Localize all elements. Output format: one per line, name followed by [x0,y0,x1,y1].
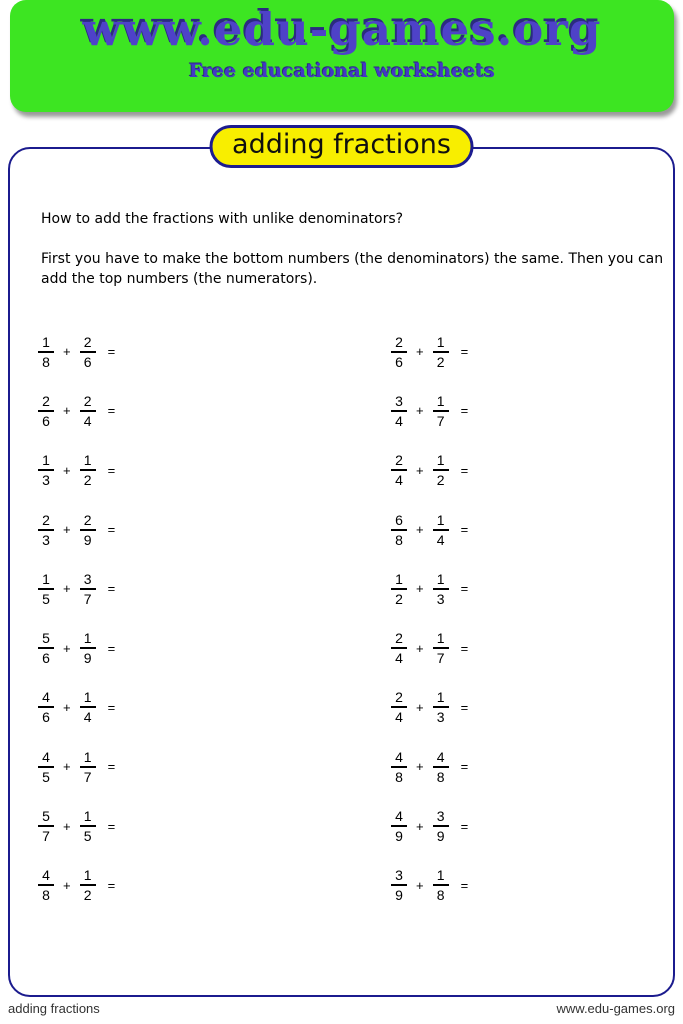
fraction-numerator: 2 [395,333,403,350]
instructions-body: First you have to make the bottom numbers (the denominators) the same. Then you can add the top numbers (the numerators). [41,251,664,287]
fraction-first [37,750,55,784]
equals-sign: = [107,640,116,656]
fraction-bar [433,529,449,531]
problems-column-right [390,322,468,915]
fraction-bar [38,469,54,471]
fraction-problem-row [390,381,468,440]
fraction-denominator: 8 [436,768,445,785]
fraction-first [37,690,55,724]
fraction-bar [391,706,407,708]
fraction-denominator: 9 [395,887,403,904]
fraction-second [432,631,450,665]
site-title: www.edu-games.org [82,3,602,56]
fraction-numerator: 1 [436,452,445,469]
plus-sign: + [416,877,424,893]
plus-sign: + [63,699,71,715]
fraction-problem-row [390,796,468,855]
fraction-second [79,572,97,606]
plus-sign: + [63,818,71,834]
fraction-problem-row [37,618,115,677]
fraction-bar [391,351,407,353]
plus-sign: + [416,344,424,360]
fraction-numerator: 1 [83,748,92,765]
fraction-numerator: 1 [436,630,445,647]
plus-sign: + [416,759,424,775]
fraction-denominator: 6 [395,353,403,370]
fraction-second [432,868,450,902]
fraction-numerator: 5 [42,630,50,647]
equals-sign: = [460,640,469,656]
equals-sign: = [460,403,469,419]
equals-sign: = [107,462,116,478]
equals-sign: = [107,522,116,538]
fraction-denominator: 4 [395,472,403,489]
equals-sign: = [460,877,469,893]
equals-sign: = [107,403,116,419]
fraction-bar [391,647,407,649]
fraction-second [432,394,450,428]
fraction-second [432,335,450,369]
fraction-bar [80,647,96,649]
fraction-numerator: 2 [395,689,403,706]
fraction-denominator: 6 [42,709,50,726]
fraction-numerator: 1 [83,630,92,647]
fraction-numerator: 2 [83,333,92,350]
fraction-second [79,394,97,428]
fraction-problem-row [390,441,468,500]
fraction-denominator: 8 [42,887,50,904]
fraction-problem-row [37,678,115,737]
fraction-bar [38,706,54,708]
fraction-bar [391,825,407,827]
fraction-bar [433,588,449,590]
fraction-denominator: 9 [83,650,92,667]
fraction-denominator: 2 [83,887,92,904]
fraction-problem-row [390,618,468,677]
fraction-problem-row [37,856,115,915]
fraction-bar [433,351,449,353]
fraction-numerator: 2 [42,511,50,528]
fraction-denominator: 7 [83,590,92,607]
fraction-denominator: 7 [436,412,445,429]
fraction-numerator: 1 [83,808,92,825]
fraction-bar [80,825,96,827]
fraction-numerator: 3 [395,867,403,884]
fraction-first [390,453,408,487]
fraction-bar [391,469,407,471]
equals-sign: = [460,759,469,775]
fraction-bar [38,884,54,886]
fraction-second [79,690,97,724]
equals-sign: = [107,877,116,893]
fraction-denominator: 9 [83,531,92,548]
fraction-first [37,453,55,487]
fraction-bar [38,588,54,590]
fraction-numerator: 1 [42,333,50,350]
equals-sign: = [107,344,116,360]
fraction-numerator: 2 [42,392,50,409]
fraction-second [432,572,450,606]
fraction-bar [433,410,449,412]
plus-sign: + [63,344,71,360]
fraction-first [37,868,55,902]
site-banner [10,0,674,112]
fraction-numerator: 1 [83,867,92,884]
fraction-bar [433,647,449,649]
fraction-second [432,513,450,547]
site-tagline: Free educational worksheets [188,60,495,82]
fraction-bar [433,766,449,768]
fraction-bar [38,529,54,531]
fraction-numerator: 5 [42,808,50,825]
equals-sign: = [460,581,469,597]
fraction-numerator: 4 [436,748,445,765]
plus-sign: + [416,581,424,597]
fraction-bar [38,647,54,649]
fraction-problem-row [37,737,115,796]
fraction-problem-row [37,500,115,559]
fraction-denominator: 4 [395,412,403,429]
fraction-bar [391,529,407,531]
plus-sign: + [416,462,424,478]
fraction-second [79,809,97,843]
equals-sign: = [460,344,469,360]
fraction-denominator: 7 [83,768,92,785]
equals-sign: = [107,699,116,715]
fraction-denominator: 6 [42,650,50,667]
fraction-denominator: 5 [83,828,92,845]
plus-sign: + [416,818,424,834]
fraction-denominator: 5 [42,590,50,607]
fraction-second [79,750,97,784]
plus-sign: + [63,877,71,893]
fraction-numerator: 1 [436,689,445,706]
fraction-bar [391,766,407,768]
fraction-bar [80,588,96,590]
plus-sign: + [416,522,424,538]
fraction-bar [433,706,449,708]
fraction-numerator: 4 [42,748,50,765]
fraction-denominator: 2 [436,472,445,489]
fraction-bar [80,410,96,412]
equals-sign: = [107,581,116,597]
fraction-numerator: 1 [436,570,445,587]
plus-sign: + [63,581,71,597]
fraction-bar [80,469,96,471]
fraction-numerator: 2 [83,392,92,409]
fraction-numerator: 1 [436,392,445,409]
fraction-numerator: 4 [395,808,403,825]
plus-sign: + [63,462,71,478]
fraction-denominator: 6 [83,353,92,370]
fraction-bar [80,766,96,768]
fraction-bar [80,351,96,353]
fraction-denominator: 3 [42,531,50,548]
fraction-denominator: 9 [395,828,403,845]
fraction-second [79,631,97,665]
fraction-first [37,631,55,665]
fraction-denominator: 2 [436,353,445,370]
fraction-second [79,868,97,902]
equals-sign: = [107,759,116,775]
fraction-bar [80,884,96,886]
problems-column-left [37,322,115,915]
fraction-problem-row [390,500,468,559]
fraction-second [79,335,97,369]
fraction-first [390,394,408,428]
plus-sign: + [416,403,424,419]
fraction-denominator: 7 [42,828,50,845]
fraction-denominator: 4 [83,709,92,726]
fraction-numerator: 1 [42,452,50,469]
fraction-bar [433,884,449,886]
fraction-numerator: 1 [436,511,445,528]
fraction-denominator: 2 [395,590,403,607]
fraction-first [390,572,408,606]
equals-sign: = [460,818,469,834]
fraction-numerator: 4 [395,748,403,765]
fraction-numerator: 1 [42,570,50,587]
fraction-denominator: 9 [436,828,445,845]
equals-sign: = [460,699,469,715]
fraction-second [79,513,97,547]
fraction-numerator: 4 [42,689,50,706]
fraction-second [432,809,450,843]
fraction-denominator: 4 [436,531,445,548]
fraction-first [37,394,55,428]
fraction-problem-row [37,559,115,618]
worksheet-title: adding fractions [209,125,474,168]
fraction-numerator: 1 [395,570,403,587]
fraction-bar [391,410,407,412]
fraction-first [390,631,408,665]
fraction-denominator: 8 [395,531,403,548]
fraction-numerator: 3 [395,392,403,409]
fraction-denominator: 7 [436,650,445,667]
fraction-denominator: 4 [83,412,92,429]
fraction-second [432,453,450,487]
fraction-numerator: 2 [395,452,403,469]
fraction-denominator: 2 [83,472,92,489]
fraction-problem-row [390,322,468,381]
fraction-numerator: 3 [436,808,445,825]
fraction-problem-row [37,381,115,440]
fraction-first [37,572,55,606]
fraction-denominator: 3 [436,709,445,726]
equals-sign: = [107,818,116,834]
fraction-problem-row [37,322,115,381]
fraction-denominator: 4 [395,709,403,726]
fraction-first [37,513,55,547]
fraction-bar [433,825,449,827]
fraction-denominator: 8 [395,768,403,785]
fraction-numerator: 1 [436,333,445,350]
fraction-denominator: 3 [42,472,50,489]
fraction-first [390,513,408,547]
fraction-numerator: 3 [83,570,92,587]
plus-sign: + [416,699,424,715]
fraction-first [390,690,408,724]
fraction-bar [391,588,407,590]
fraction-denominator: 6 [42,412,50,429]
fraction-numerator: 1 [83,689,92,706]
fraction-denominator: 4 [395,650,403,667]
fraction-second [432,690,450,724]
fraction-second [432,750,450,784]
footer-site-url: www.edu-games.org [556,1001,675,1016]
fraction-numerator: 2 [83,511,92,528]
fraction-first [37,809,55,843]
fraction-bar [80,529,96,531]
fraction-bar [80,706,96,708]
fraction-numerator: 4 [42,867,50,884]
fraction-numerator: 1 [83,452,92,469]
fraction-bar [38,766,54,768]
fraction-bar [38,410,54,412]
fraction-first [390,335,408,369]
fraction-bar [391,884,407,886]
fraction-denominator: 5 [42,768,50,785]
instructions-heading: How to add the fractions with unlike denominators? [41,211,404,227]
fraction-second [79,453,97,487]
fraction-denominator: 3 [436,590,445,607]
fraction-problem-row [390,678,468,737]
fraction-problem-row [37,441,115,500]
equals-sign: = [460,522,469,538]
fraction-first [37,335,55,369]
fraction-denominator: 8 [42,353,50,370]
plus-sign: + [63,403,71,419]
footer-worksheet-name: adding fractions [8,1001,100,1016]
fraction-problem-row [390,856,468,915]
fraction-first [390,750,408,784]
fraction-problem-row [37,796,115,855]
plus-sign: + [63,640,71,656]
fraction-denominator: 8 [436,887,445,904]
plus-sign: + [63,759,71,775]
plus-sign: + [63,522,71,538]
plus-sign: + [416,640,424,656]
equals-sign: = [460,462,469,478]
fraction-numerator: 1 [436,867,445,884]
fraction-numerator: 2 [395,630,403,647]
fraction-problem-row [390,737,468,796]
fraction-bar [38,825,54,827]
fraction-problem-row [390,559,468,618]
fraction-first [390,868,408,902]
fraction-numerator: 6 [395,511,403,528]
fraction-bar [38,351,54,353]
fraction-bar [433,469,449,471]
fraction-first [390,809,408,843]
